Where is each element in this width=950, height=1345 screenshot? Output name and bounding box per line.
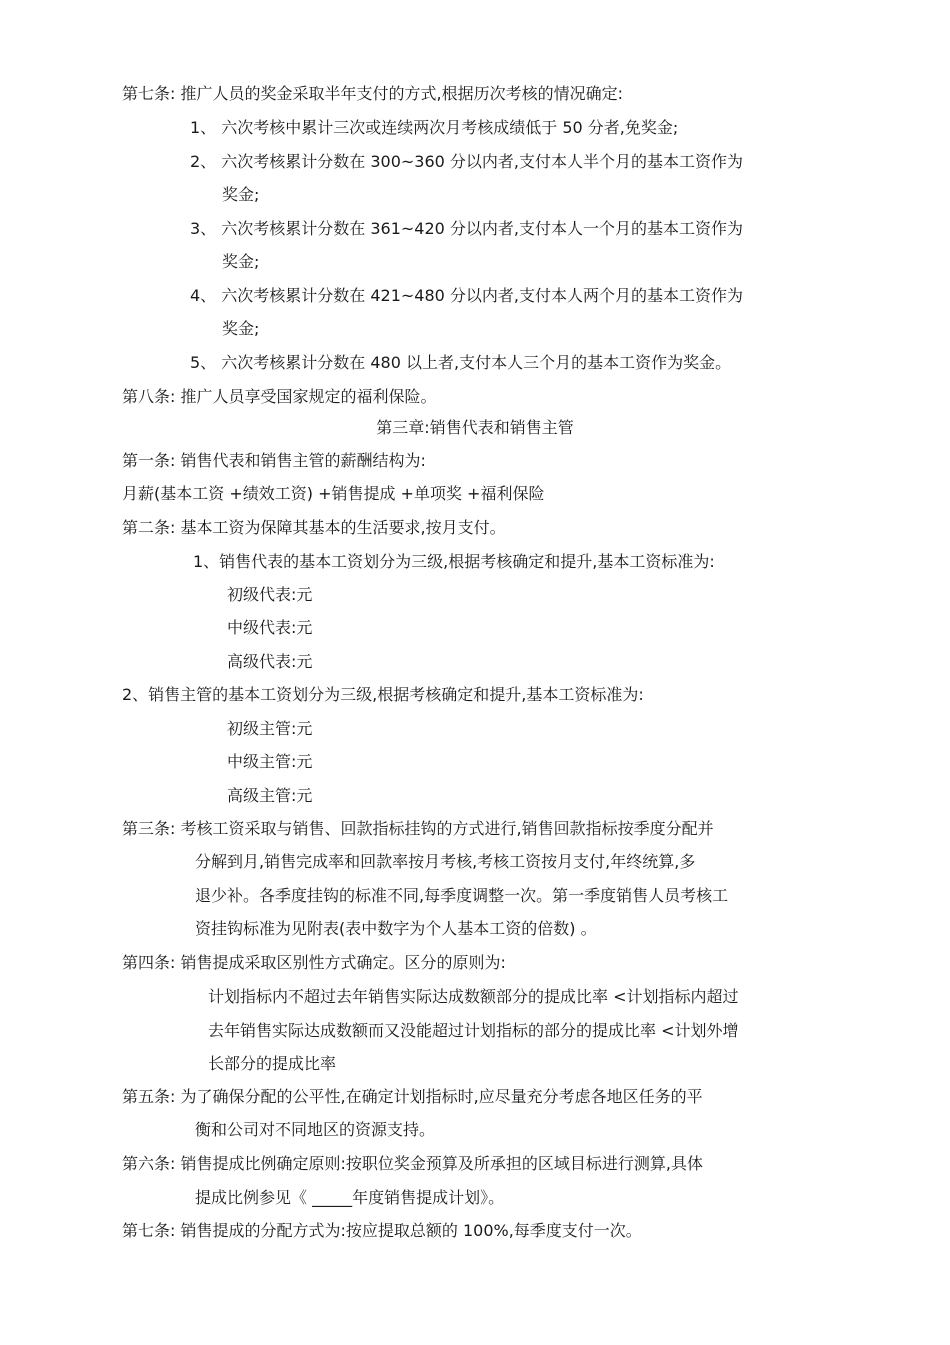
article-2-base-salary: 第二条: 基本工资为保障其基本的生活要求,按月支付。 (122, 518, 506, 537)
junior-supervisor-line: 初级主管:元 (227, 719, 313, 738)
bonus-rule-3: 3、 六次考核累计分数在 361~420 分以内者,支付本人一个月的基本工资作为 (190, 219, 744, 238)
article-4-cont-2: 去年销售实际达成数额而又没能超过计划指标的部分的提成比率 <计划外增 (208, 1021, 739, 1040)
chapter-3-heading: 第三章:销售代表和销售主管 (376, 418, 574, 437)
article-3-cont-1: 分解到月,销售完成率和回款率按月考核,考核工资按月支付,年终统算,多 (195, 852, 696, 871)
supervisor-salary-levels-intro: 2、销售主管的基本工资划分为三级,根据考核确定和提升,基本工资标准为: (122, 685, 644, 704)
article-1-salary-structure: 第一条: 销售代表和销售主管的薪酬结构为: (122, 451, 426, 470)
article-6-commission-ratio: 第六条: 销售提成比例确定原则:按职位奖金预算及所承担的区域目标进行测算,具体 (122, 1154, 703, 1173)
article-3-assessment-pay: 第三条: 考核工资采取与销售、回款指标挂钩的方式进行,销售回款指标按季度分配并 (122, 819, 714, 838)
bonus-rule-4-cont: 奖金; (222, 319, 260, 338)
article-7-commission-payment: 第七条: 销售提成的分配方式为:按应提取总额的 100%,每季度支付一次。 (122, 1221, 642, 1240)
article-5-fairness: 第五条: 为了确保分配的公平性,在确定计划指标时,应尽量充分考虑各地区任务的平 (122, 1087, 703, 1106)
bonus-rule-3-cont: 奖金; (222, 252, 260, 271)
junior-rep-line: 初级代表:元 (227, 585, 313, 604)
bonus-rule-1: 1、 六次考核中累计三次或连续两次月考核成绩低于 50 分者,免奖金; (190, 118, 679, 137)
mid-rep-line: 中级代表:元 (227, 618, 313, 637)
senior-supervisor-line: 高级主管:元 (227, 786, 313, 805)
article-4-commission: 第四条: 销售提成采取区别性方式确定。区分的原则为: (122, 953, 506, 972)
article-8-welfare: 第八条: 推广人员享受国家规定的福利保险。 (122, 387, 437, 406)
senior-rep-line: 高级代表:元 (227, 652, 313, 671)
bonus-rule-2: 2、 六次考核累计分数在 300~360 分以内者,支付本人半个月的基本工资作为 (190, 152, 744, 171)
salary-formula: 月薪(基本工资 +绩效工资) +销售提成 +单项奖 +福利保险 (122, 484, 545, 503)
mid-supervisor-line: 中级主管:元 (227, 752, 313, 771)
bonus-rule-4: 4、 六次考核累计分数在 421~480 分以内者,支付本人两个月的基本工资作为 (190, 286, 744, 305)
article-3-cont-3: 资挂钩标准为见附表(表中数字为个人基本工资的倍数) 。 (195, 919, 597, 938)
article-5-cont: 衡和公司对不同地区的资源支持。 (195, 1120, 436, 1139)
article-6-cont: 提成比例参见《 _____年度销售提成计划》。 (195, 1188, 505, 1207)
article-4-cont-3: 长部分的提成比率 (208, 1054, 337, 1073)
bonus-rule-2-cont: 奖金; (222, 185, 260, 204)
bonus-rule-5: 5、 六次考核累计分数在 480 以上者,支付本人三个月的基本工资作为奖金。 (190, 353, 732, 372)
article-4-cont-1: 计划指标内不超过去年销售实际达成数额部分的提成比率 <计划指标内超过 (208, 987, 739, 1006)
article-7-promo-bonus: 第七条: 推广人员的奖金采取半年支付的方式,根据历次考核的情况确定: (122, 84, 623, 103)
rep-salary-levels-intro: 1、销售代表的基本工资划分为三级,根据考核确定和提升,基本工资标准为: (193, 552, 715, 571)
article-3-cont-2: 退少补。各季度挂钩的标准不同,每季度调整一次。第一季度销售人员考核工 (195, 886, 729, 905)
